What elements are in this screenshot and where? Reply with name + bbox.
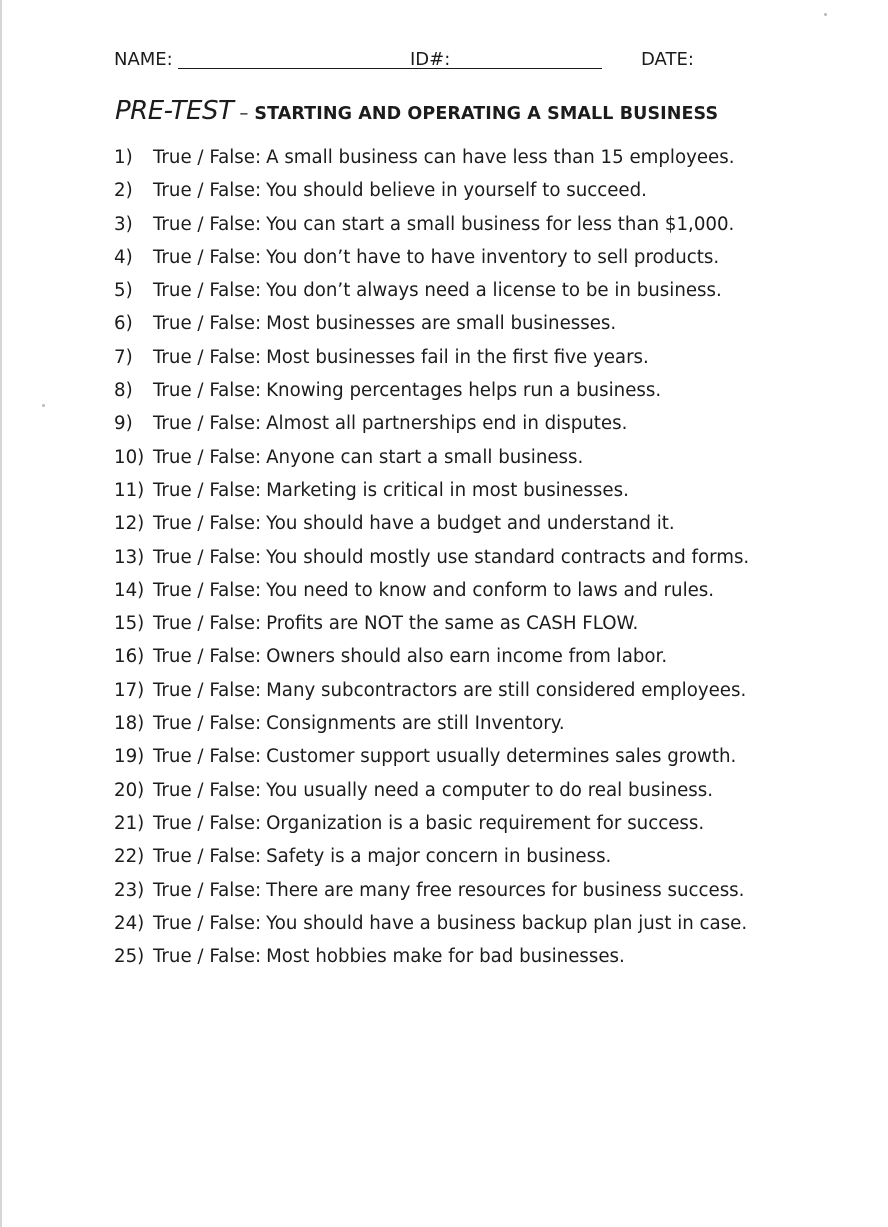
question-item [114,576,834,609]
question-text: Knowing percentages helps run a business. [266,380,662,402]
question-text: There are many free resources for business success. [266,879,745,901]
question-number: 24) [114,912,145,934]
question-number: 11) [114,479,145,501]
true-false-choice[interactable]: True / False: [153,313,262,335]
true-false-choice[interactable]: True / False: [153,546,262,568]
true-false-choice[interactable]: True / False: [153,613,262,635]
question-number: 20) [114,779,145,801]
question-item [114,443,834,476]
true-false-choice[interactable]: True / False: [153,346,262,368]
true-false-choice[interactable]: True / False: [153,912,262,934]
scan-speck [42,404,45,407]
question-number: 5) [114,280,133,302]
question-item [114,509,834,542]
question-item [114,343,834,376]
question-number: 19) [114,746,145,768]
page-title [115,96,835,136]
true-false-choice[interactable]: True / False: [153,879,262,901]
true-false-choice[interactable]: True / False: [153,479,262,501]
question-text: You don’t always need a license to be in business. [266,280,722,302]
question-number: 21) [114,812,145,834]
true-false-choice[interactable]: True / False: [153,246,262,268]
question-text: You usually need a computer to do real business. [266,779,714,801]
question-text: Most businesses are small businesses. [266,313,617,335]
true-false-choice[interactable]: True / False: [153,846,262,868]
question-item [114,609,834,642]
question-number: 13) [114,546,145,568]
question-item [114,642,834,675]
question-item [114,909,834,942]
title-subtitle: STARTING AND OPERATING A SMALL BUSINESS [254,104,719,124]
question-text: Customer support usually determines sales growth. [266,746,737,768]
question-text: Many subcontractors are still considered employees. [266,679,747,701]
true-false-choice[interactable]: True / False: [153,579,262,601]
question-text: Anyone can start a small business. [266,446,584,468]
question-number: 2) [114,180,133,202]
question-item [114,376,834,409]
question-text: Most hobbies make for bad businesses. [266,946,625,968]
true-false-choice[interactable]: True / False: [153,779,262,801]
true-false-choice[interactable]: True / False: [153,679,262,701]
question-item [114,942,834,975]
question-number: 8) [114,380,133,402]
question-text: You should have a business backup plan just in case. [266,912,748,934]
true-false-choice[interactable]: True / False: [153,713,262,735]
question-list [114,143,834,975]
true-false-choice[interactable]: True / False: [153,413,262,435]
question-text: Consignments are still Inventory. [266,713,565,735]
true-false-choice[interactable]: True / False: [153,746,262,768]
question-item [114,543,834,576]
question-number: 6) [114,313,133,335]
student-info-header [114,46,834,74]
question-text: Organization is a basic requirement for success. [266,812,705,834]
true-false-choice[interactable]: True / False: [153,446,262,468]
true-false-choice[interactable]: True / False: [153,180,262,202]
question-number: 3) [114,213,133,235]
question-number: 9) [114,413,133,435]
true-false-choice[interactable]: True / False: [153,513,262,535]
question-number: 7) [114,346,133,368]
question-number: 22) [114,846,145,868]
question-item [114,676,834,709]
question-item [114,709,834,742]
question-text: Safety is a major concern in business. [266,846,612,868]
question-number: 10) [114,446,145,468]
question-number: 12) [114,513,145,535]
question-text: Most businesses fail in the first five years. [266,346,649,368]
question-text: Almost all partnerships end in disputes. [266,413,628,435]
true-false-choice[interactable]: True / False: [153,213,262,235]
true-false-choice[interactable]: True / False: [153,946,262,968]
question-item [114,210,834,243]
date-label: DATE: [641,49,694,70]
question-text: Owners should also earn income from labor. [266,646,668,668]
question-text: You should believe in yourself to succeed. [266,180,647,202]
question-item [114,143,834,176]
name-label: NAME: [114,49,173,70]
question-text: Marketing is critical in most businesses. [266,479,629,501]
question-item [114,809,834,842]
question-number: 15) [114,613,145,635]
id-label: ID#: [410,49,451,70]
question-number: 4) [114,246,133,268]
question-number: 23) [114,879,145,901]
true-false-choice[interactable]: True / False: [153,380,262,402]
question-number: 16) [114,646,145,668]
question-item [114,309,834,342]
question-item [114,243,834,276]
question-item [114,876,834,909]
true-false-choice[interactable]: True / False: [153,646,262,668]
title-main: PRE-TEST [115,96,234,126]
question-item [114,476,834,509]
title-dash: – [239,103,249,124]
question-text: Profits are NOT the same as CASH FLOW. [266,613,639,635]
id-blank-line[interactable] [456,68,602,69]
question-number: 1) [114,147,133,168]
question-text: You need to know and conform to laws and rules. [266,579,715,601]
question-item [114,742,834,775]
scan-speck [824,13,827,16]
question-number: 18) [114,713,145,735]
question-text: A small business can have less than 15 employees. [266,147,735,168]
question-text: You don’t have to have inventory to sell products. [266,246,720,268]
question-text: You should have a budget and understand it. [266,513,675,535]
question-item [114,176,834,209]
true-false-choice[interactable]: True / False: [153,812,262,834]
question-number: 25) [114,946,145,968]
question-text: You can start a small business for less than $1,000. [266,213,735,235]
true-false-choice[interactable]: True / False: [153,147,262,168]
question-text: You should mostly use standard contracts and forms. [266,546,750,568]
question-item [114,842,834,875]
question-item [114,276,834,309]
question-number: 14) [114,579,145,601]
true-false-choice[interactable]: True / False: [153,280,262,302]
question-number: 17) [114,679,145,701]
question-item [114,409,834,442]
question-item [114,776,834,809]
